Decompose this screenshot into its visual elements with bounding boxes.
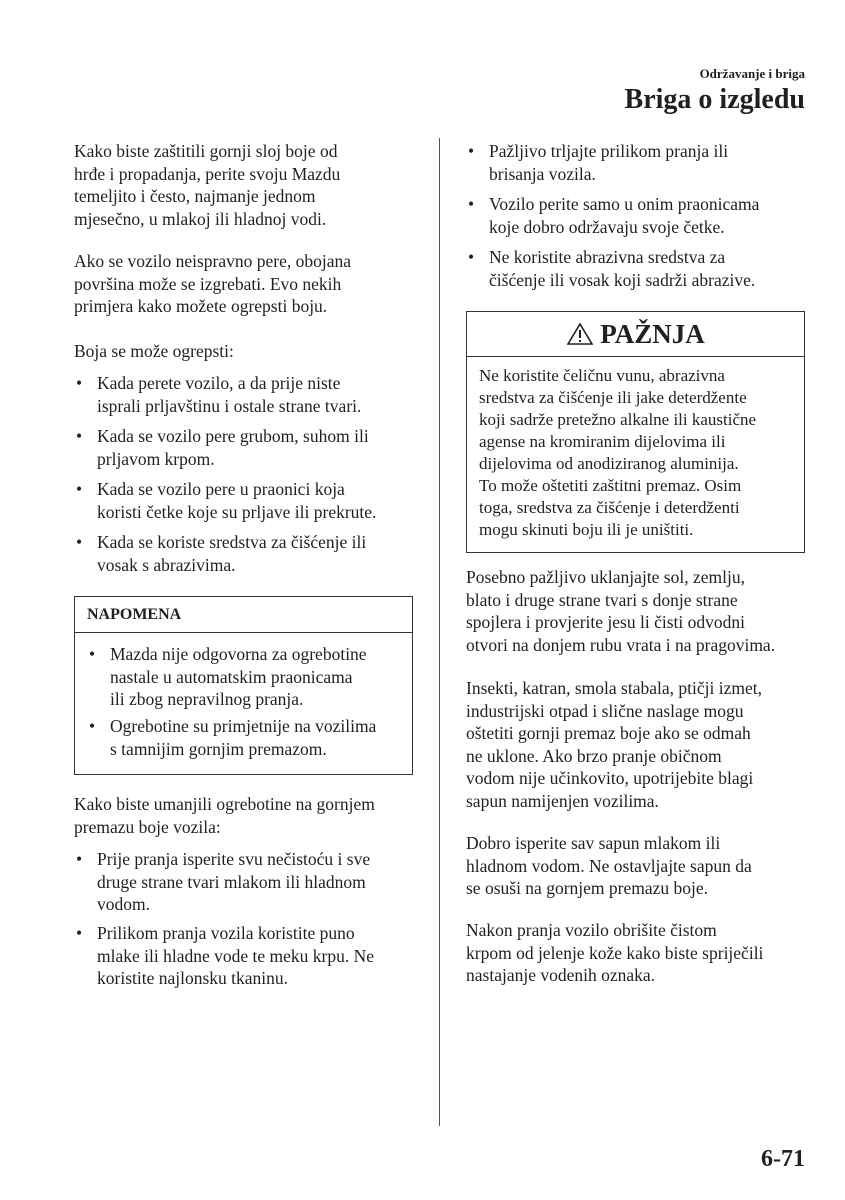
text-line: sapun namijenjen vozilima. [466,790,659,811]
text-line: Kako biste zaštitili gornji sloj boje od [74,141,338,161]
paragraph [466,832,811,900]
bullet-icon: • [468,247,475,267]
page-title: Briga o izgledu [624,84,805,115]
text-line: Pažljivo trljajte prilikom pranja ili [489,141,729,161]
bullet-item [466,193,834,238]
text-line: hrđe i propadanja, perite svoju Mazdu [74,163,341,184]
text-line: površina može se izgrebati. Evo nekih [74,273,342,294]
bullet-icon: • [89,716,96,736]
text-line: toga, sredstva za čišćenje i deterdženti [479,498,740,517]
paragraph [74,793,419,838]
text-line: Vozilo perite samo u onim praonicama [489,194,760,214]
text-line: isprali prljavštinu i ostale strane tvari. [97,395,362,416]
text-line: mlake ili hladne vode te meku krpu. Ne [97,945,375,966]
text-line: mogu skinuti boju ili je uništiti. [479,520,694,539]
paragraph [74,340,419,363]
text-line: otvori na donjem rubu vrata i na pragovima. [466,634,776,655]
text-line: nastajanje vodenih oznaka. [466,965,656,985]
bullet-item [74,478,442,523]
bullet-icon: • [468,141,475,161]
text-line: nastale u automatskim praonicama [110,666,353,687]
text-line: To može oštetiti zaštitni premaz. Osim [479,476,742,495]
text-line: koje dobro održavaju svoje četke. [489,216,725,237]
text-line: čišćenje ili vosak koji sadrži abrazive. [489,269,756,290]
text-line: krpom od jelenje kože kako biste spriječili [466,942,764,963]
text-line: Insekti, katran, smola stabala, ptičji izmet, [466,678,762,698]
text-line: dijelovima od anodiziranog aluminija. [479,454,739,473]
text-line: blato i druge strane tvari s donje strane [466,589,738,610]
text-line: spojlera i provjerite jesu li čisti odvodni [466,612,745,632]
text-line: industrijski otpad i slične naslage mogu [466,700,744,721]
paragraph [466,677,811,812]
text-line: Posebno pažljivo uklanjajte sol, zemlju, [466,567,745,587]
bullet-item [74,425,442,470]
text-line: ne uklone. Ako brzo pranje običnom [466,745,722,766]
text-line: s tamnijim gornjim premazom. [110,738,327,759]
text-line: Ne koristite abrazivna sredstva za [489,247,726,267]
text-line: agense na kromiranim dijelovima ili [479,432,726,451]
text-line: Prije pranja isperite svu nečistoću i sve [97,849,371,869]
bullet-icon: • [76,849,83,869]
bullet-item [74,372,442,417]
bullet-icon: • [468,194,475,214]
text-line: Kada se vozilo pere grubom, suhom ili [97,426,369,446]
text-line: Boja se može ogrepsti: [74,341,234,361]
text-line: temeljito i često, najmanje jednom [74,186,316,206]
bullet-item [74,922,442,990]
text-line: hladnom vodom. Ne ostavljajte sapun da [466,855,752,876]
text-line: vodom nije učinkovito, upotrijebite blagi [466,768,754,788]
warning-triangle-icon [566,322,594,346]
caution-text [479,365,799,541]
text-line: mjesečno, u mlakoj ili hladnoj vodi. [74,208,327,229]
text-line: oštetiti gornji premaz boje ako se odmah [466,723,751,743]
text-line: ili zbog nepravilnog pranja. [110,689,304,709]
caution-title: PAŽNJA [600,318,705,349]
text-line: Kada se koriste sredstva za čišćenje ili [97,532,367,552]
text-line: vosak s abrazivima. [97,554,236,575]
text-line: brisanja vozila. [489,163,596,184]
text-line: koji sadrže pretežno alkalne ili kaustične [479,410,757,429]
paragraph [74,250,419,318]
caution-header [467,312,804,357]
caution-box [466,311,805,553]
text-line: Kada se vozilo pere u praonici koja [97,479,345,499]
text-line: primjera kako možete ogrepsti boju. [74,296,328,316]
bullet-item [74,848,442,916]
text-line: vodom. [97,894,150,914]
text-line: koristite najlonsku tkaninu. [97,968,289,988]
note-title: NAPOMENA [75,597,412,633]
text-line: Dobro isperite sav sapun mlakom ili [466,833,721,853]
text-line: Kako biste umanjili ogrebotine na gornjem [74,794,375,814]
bullet-icon: • [76,426,83,446]
text-line: Mazda nije odgovorna za ogrebotine [110,644,367,664]
page-number: 6-71 [761,1146,805,1172]
text-line: Nakon pranja vozilo obrišite čistom [466,920,717,940]
bullet-icon: • [76,923,83,943]
text-line: Ne koristite čeličnu vunu, abrazivna [479,366,725,385]
section-name: Održavanje i briga [699,66,805,81]
text-line: sredstva za čišćenje ili jake deterdžente [479,388,747,407]
bullet-icon: • [76,532,83,552]
bullet-icon: • [76,479,83,499]
text-line: druge strane tvari mlakom ili hladnom [97,871,366,892]
bullet-item [466,246,834,291]
note-bullet [87,715,410,760]
text-line: premazu boje vozila: [74,816,221,837]
note-box [74,596,413,775]
text-line: Ako se vozilo neispravno pere, obojana [74,251,352,271]
bullet-icon: • [89,644,96,664]
text-line: Kada perete vozilo, a da prije niste [97,373,341,393]
paragraph [74,140,419,230]
text-line: prljavom krpom. [97,448,215,469]
bullet-icon: • [76,373,83,393]
paragraph [466,566,811,656]
text-line: Ogrebotine su primjetnije na vozilima [110,716,377,736]
text-line: se osuši na gornjem premazu boje. [466,878,709,898]
text-line: Prilikom pranja vozila koristite puno [97,923,355,943]
bullet-item [466,140,834,185]
text-line: koristi četke koje su prljave ili prekrute. [97,501,377,522]
bullet-item [74,531,442,576]
paragraph [466,919,811,987]
note-bullet [87,643,410,711]
